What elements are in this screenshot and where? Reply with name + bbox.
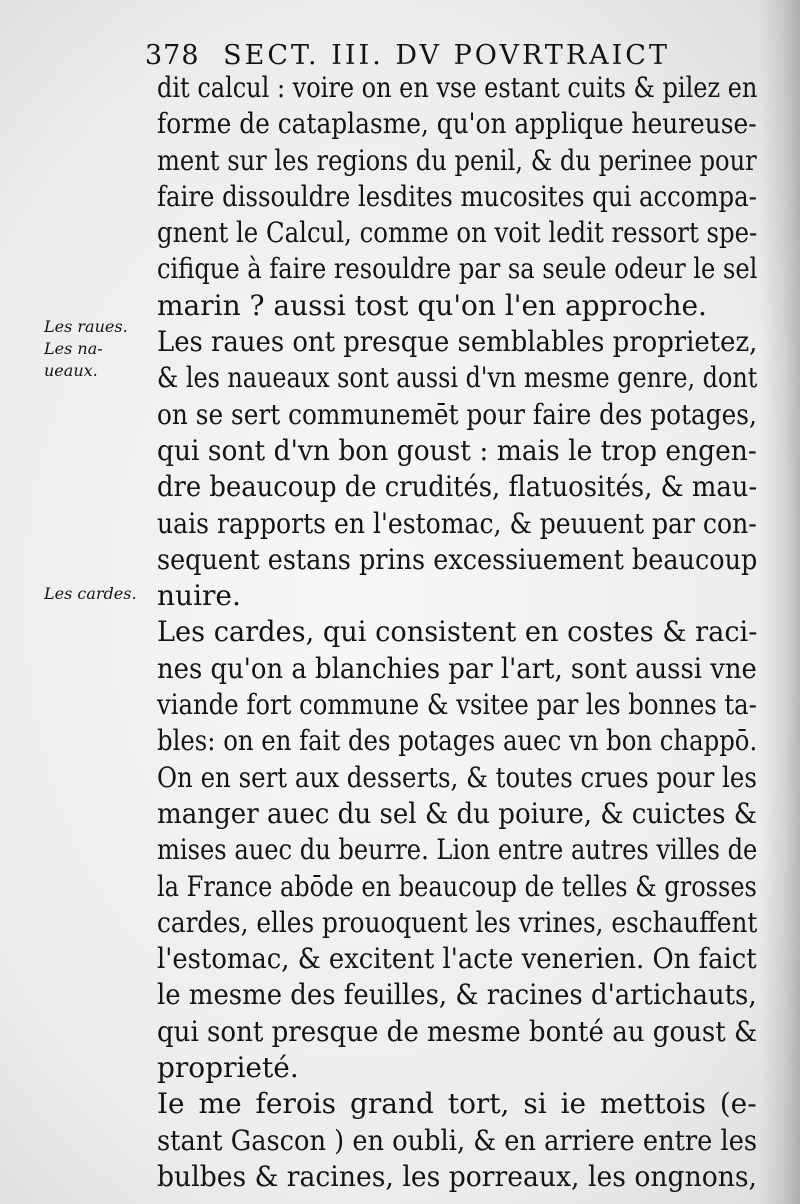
text-line: on se sert communemēt pour faire des potages, [157, 397, 757, 431]
text-line: l'estomac, & excitent l'acte venerien. On faict [157, 942, 757, 976]
margin-note-line: Les raues. [44, 317, 128, 336]
text-line: dit calcul : voire on en vse estant cuits & pilez en [157, 71, 758, 104]
text-line: faire dissouldre lesdites mucosites qui accompa- [157, 179, 757, 213]
text-line: & les naueaux sont aussi d'vn mesme genre, dont [157, 361, 758, 395]
margin-note-line: Les na- [44, 339, 103, 358]
text-line: Les raues ont presque semblables proprietez, [157, 325, 758, 359]
text-line: la France abōde en beaucoup de telles & grosses [157, 869, 757, 903]
text-line: On en sert aux desserts, & toutes crues pour les [157, 760, 757, 794]
text-line: forme de cataplasme, qu'on applique heureuse- [157, 107, 757, 141]
text-line: le mesme des feuilles, & racines d'artichauts, [157, 978, 757, 1012]
text-line: bulbes & racines, les porreaux, les ongnons, [157, 1159, 758, 1193]
text-line: nes qu'on a blanchies par l'art, sont aussi vne [157, 651, 757, 685]
text-line: nuire. [157, 579, 241, 613]
text-line: mises auec du beurre. Lion entre autres villes de [157, 833, 758, 867]
margin-note-line: Les cardes. [44, 584, 137, 603]
text-line: sequent estans prins excessiuement beaucoup [157, 542, 758, 576]
margin-note-line: ueaux. [44, 361, 98, 380]
text-line: marin ? aussi tost qu'on l'en approche. [157, 288, 707, 322]
text-line: dre beaucoup de crudités, flatuosités, & mau- [157, 470, 758, 504]
text-line: stant Gascon ) en oubli, & en arriere entre les [157, 1123, 758, 1157]
text-line: cifique à faire resouldre par sa seule odeur le sel [157, 252, 758, 286]
margin-note-cardes [44, 583, 152, 605]
text-line: Les cardes, qui consistent en costes & raci- [157, 615, 758, 649]
text-line: cardes, elles prouoquent les vrines, eschauffent [157, 905, 758, 939]
running-title: SECT. III. DV POVRTRAICT [223, 40, 670, 71]
text-line: qui sont d'vn bon goust : mais le trop engen- [157, 433, 757, 467]
page-number: 378 [145, 40, 200, 71]
text-line: bles: on en fait des potages auec vn bon chappō. [157, 724, 758, 758]
text-line: manger auec du sel & du poiure, & cuictes & [157, 796, 757, 830]
text-line: gnent le Calcul, comme on voit ledit ressort spe- [157, 216, 758, 250]
running-header [145, 40, 755, 71]
text-line: qui sont presque de mesme bonté au goust & [157, 1014, 758, 1048]
body-text [157, 70, 767, 1195]
text-line: ment sur les regions du penil, & du perinee pour [157, 143, 757, 177]
margin-note-raues [44, 316, 152, 382]
text-line: Ie me ferois grand tort, si ie mettois (e- [157, 1087, 757, 1121]
text-line: uais rapports en l'estomac, & peuuent par con- [157, 506, 757, 540]
text-line: viande fort commune & vsitee par les bonnes ta- [157, 688, 757, 722]
text-line: proprieté. [157, 1051, 299, 1085]
